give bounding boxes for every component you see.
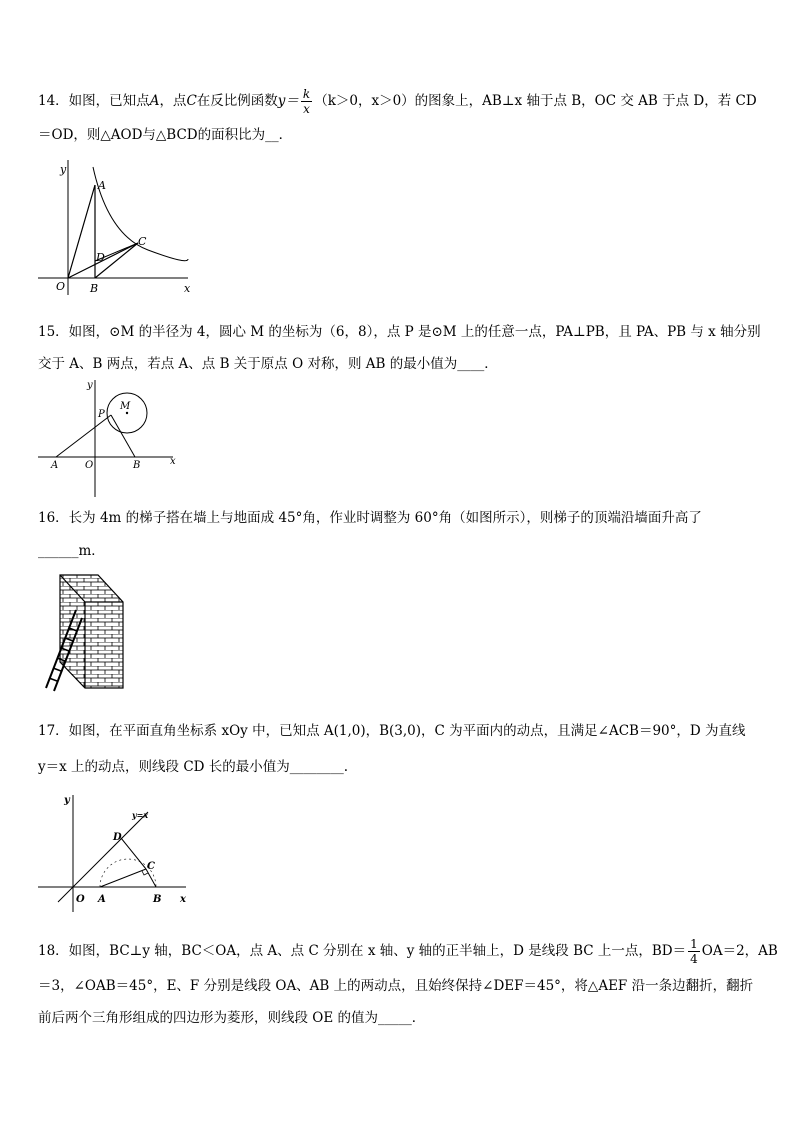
q17-figure <box>38 790 193 915</box>
q15-fig-label-M: M <box>120 401 131 412</box>
q14-fig-label-x: x <box>184 282 191 295</box>
q17-line2: y＝x 上的动点，则线段 CD 长的最小值为________. <box>38 759 349 775</box>
q15-fig-label-x: x <box>170 456 176 467</box>
fraction-one-quarter: $\frac{1}{4}$ <box>690 937 698 966</box>
q15-line1: 15．如图，⊙M 的半径为 4，圆心 M 的坐标为（6，8），点 P 是⊙M 上的任意一点，PA⊥PB，且 PA、PB 与 x 轴分别 <box>38 324 761 340</box>
q15-fig-label-A: A <box>51 460 59 471</box>
q16-figure-ladder-wall <box>38 570 133 695</box>
q17-fig-label-C: C <box>147 861 155 872</box>
q16-line2: ______m． <box>38 543 105 559</box>
q17-line1: 17．如图，在平面直角坐标系 xOy 中，已知点 A(1,0)，B(3,0)，C 为平面内的动点，且满足∠ACB＝90°，D 为直线 <box>38 723 746 739</box>
q17-fig-label-x: x <box>180 894 186 905</box>
q14-figure <box>38 155 198 300</box>
q15-line2: 交于 A、B 两点，若点 A、点 B 关于原点 O 对称，则 AB 的最小值为____． <box>38 356 498 372</box>
q14-fig-label-C: C <box>138 235 147 248</box>
q15-figure <box>38 375 183 500</box>
q17-fig-label-line: y=x <box>132 810 149 820</box>
q15-fig-label-y: y <box>87 380 93 391</box>
q14-fig-label-O: O <box>56 280 66 293</box>
q17-fig-label-A: A <box>98 894 106 905</box>
fraction-k-over-x: $\frac{k}{x}$ <box>302 87 311 116</box>
q14-line1: 14．如图，已知点A，点C在反比例函数y＝ $\frac{k}{x}$ （k＞0，x＞0）的图象上，AB⊥x 轴于点 B，OC 交 AB 于点 D，若 CD <box>38 87 757 116</box>
q18-line3: 前后两个三角形组成的四边形为菱形，则线段 OE 的值为_____． <box>38 1010 426 1026</box>
q15-fig-label-P: P <box>98 409 105 420</box>
q14-fig-label-D: D <box>96 251 105 264</box>
q17-fig-label-O: O <box>76 894 85 905</box>
q14-fig-label-B: B <box>90 282 99 295</box>
q17-fig-label-D: D <box>113 832 122 843</box>
q14-line2: ＝OD，则△AOD与△BCD的面积比为__． <box>38 127 293 143</box>
q18-line1: 18．如图，BC⊥y 轴，BC＜OA，点 A、点 C 分别在 x 轴、y 轴的正半轴上，D 是线段 BC 上一点，BD＝ $\frac{1}{4}$ OA＝2，AB <box>38 937 778 966</box>
q14-fig-label-y: y <box>60 163 67 176</box>
q15-fig-label-B: B <box>133 460 141 471</box>
q14-fig-label-A: A <box>98 179 106 192</box>
q17-fig-label-B: B <box>153 894 162 905</box>
q18-line2: ＝3，∠OAB＝45°，E、F 分别是线段 OA、AB 上的两动点，且始终保持∠DEF＝45°，将△AEF 沿一条边翻折，翻折 <box>38 978 754 994</box>
q16-line1: 16．长为 4m 的梯子搭在墙上与地面成 45°角，作业时调整为 60°角（如图所示），则梯子的顶端沿墙面升高了 <box>38 510 702 526</box>
q15-fig-label-O: O <box>85 460 94 471</box>
q17-fig-label-y: y <box>64 795 70 806</box>
